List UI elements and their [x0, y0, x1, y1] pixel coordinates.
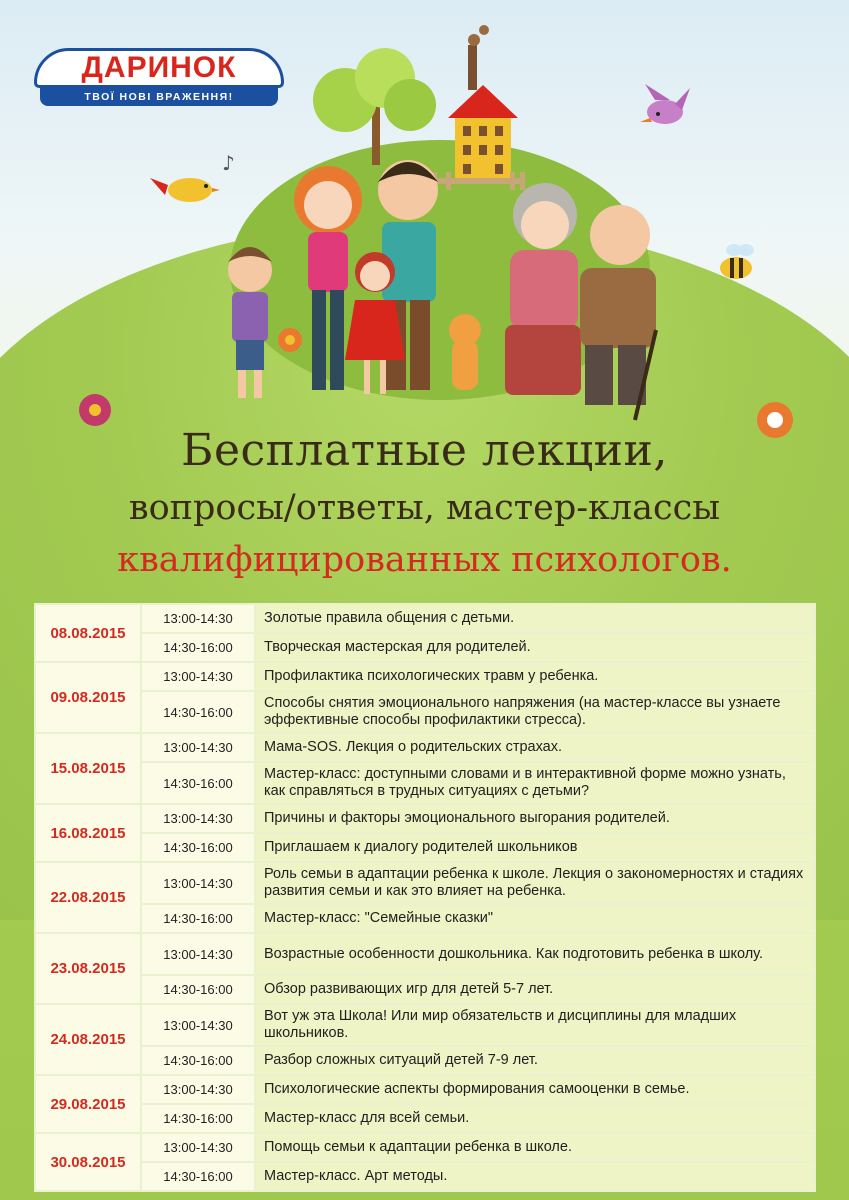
grandfather-figure — [580, 205, 656, 420]
schedule-row — [35, 862, 815, 904]
schedule-row — [35, 733, 815, 762]
session-topic: Возрастные особенности дошкольника. Как подготовить ребенка в школу. — [255, 933, 815, 975]
session-time: 13:00-14:30 — [141, 862, 255, 904]
schedule-row — [35, 1162, 815, 1191]
session-topic: Профилактика психологических травм у ребенка. — [255, 662, 815, 691]
svg-text:♪: ♪ — [222, 151, 235, 175]
logo-tagline: ТВОЇ НОВІ ВРАЖЕННЯ! — [40, 88, 278, 106]
grandmother-figure — [505, 183, 581, 395]
schedule-date: 09.08.2015 — [35, 662, 141, 733]
schedule-row — [35, 1133, 815, 1162]
session-topic: Мастер-класс для всей семьи. — [255, 1104, 815, 1133]
session-time: 13:00-14:30 — [141, 933, 255, 975]
session-time: 14:30-16:00 — [141, 975, 255, 1004]
schedule-row — [35, 604, 815, 633]
schedule-date: 24.08.2015 — [35, 1004, 141, 1075]
logo-badge — [34, 48, 284, 88]
session-time: 14:30-16:00 — [141, 904, 255, 933]
schedule-date: 23.08.2015 — [35, 933, 141, 1004]
cat-icon — [449, 314, 481, 390]
schedule-row — [35, 691, 815, 733]
session-topic: Мастер-класс: "Семейные сказки" — [255, 904, 815, 933]
logo — [34, 48, 284, 110]
schedule-row — [35, 975, 815, 1004]
schedule-date: 30.08.2015 — [35, 1133, 141, 1191]
session-topic: Психологические аспекты формирования самооценки в семье. — [255, 1075, 815, 1104]
schedule-row — [35, 833, 815, 862]
bee-icon — [720, 244, 754, 279]
session-time: 13:00-14:30 — [141, 662, 255, 691]
logo-name: ДАРИНОК — [81, 51, 237, 84]
schedule-row — [35, 633, 815, 662]
schedule-row — [35, 762, 815, 804]
session-topic: Мама-SOS. Лекция о родительских страхах. — [255, 733, 815, 762]
session-time: 13:00-14:30 — [141, 604, 255, 633]
bird-icon — [640, 84, 690, 124]
session-time: 13:00-14:30 — [141, 1075, 255, 1104]
session-topic: Помощь семьи к адаптации ребенка в школе. — [255, 1133, 815, 1162]
session-topic: Роль семьи в адаптации ребенка к школе. Лекция о закономерностях и стадиях развития семьи и как это влияет на ребенка. — [255, 862, 815, 904]
schedule-row — [35, 1046, 815, 1075]
schedule-row — [35, 662, 815, 691]
session-time: 14:30-16:00 — [141, 1162, 255, 1191]
session-topic: Способы снятия эмоционального напряжения (на мастер-классе вы узнаете эффективные способы профилактики стресса). — [255, 691, 815, 733]
session-time: 13:00-14:30 — [141, 733, 255, 762]
session-time: 14:30-16:00 — [141, 833, 255, 862]
session-time: 13:00-14:30 — [141, 1133, 255, 1162]
session-time: 14:30-16:00 — [141, 1104, 255, 1133]
heading-line-3: квалифицированных психологов. — [117, 540, 732, 580]
schedule-date: 16.08.2015 — [35, 804, 141, 862]
boy-figure — [228, 247, 272, 398]
session-topic: Причины и факторы эмоционального выгорания родителей. — [255, 804, 815, 833]
schedule-date: 08.08.2015 — [35, 604, 141, 662]
session-time: 14:30-16:00 — [141, 633, 255, 662]
session-topic: Разбор сложных ситуаций детей 7-9 лет. — [255, 1046, 815, 1075]
session-topic: Приглашаем к диалогу родителей школьников — [255, 833, 815, 862]
session-topic: Мастер-класс. Арт методы. — [255, 1162, 815, 1191]
heading-line-2: вопросы/ответы, мастер-классы — [128, 488, 721, 528]
schedule-row — [35, 804, 815, 833]
tree-icon — [313, 48, 436, 165]
schedule-date: 22.08.2015 — [35, 862, 141, 933]
schedule-row — [35, 1004, 815, 1046]
schedule-body — [35, 604, 815, 1191]
heading-line-1: Бесплатные лекции, — [181, 425, 668, 476]
session-time: 14:30-16:00 — [141, 762, 255, 804]
session-time: 14:30-16:00 — [141, 691, 255, 733]
session-topic: Золотые правила общения с детьми. — [255, 604, 815, 633]
schedule-row — [35, 904, 815, 933]
session-time: 13:00-14:30 — [141, 804, 255, 833]
schedule-date: 15.08.2015 — [35, 733, 141, 804]
session-time: 14:30-16:00 — [141, 1046, 255, 1075]
schedule-row — [35, 1075, 815, 1104]
schedule-row — [35, 1104, 815, 1133]
schedule-row — [35, 933, 815, 975]
schedule-date: 29.08.2015 — [35, 1075, 141, 1133]
session-topic: Обзор развивающих игр для детей 5-7 лет. — [255, 975, 815, 1004]
schedule-table — [34, 603, 816, 1192]
bird-icon — [150, 151, 235, 202]
session-topic: Творческая мастерская для родителей. — [255, 633, 815, 662]
session-time: 13:00-14:30 — [141, 1004, 255, 1046]
house-icon — [448, 25, 518, 183]
session-topic: Мастер-класс: доступными словами и в интерактивной форме можно узнать, как справляться в трудных ситуациях с детьми? — [255, 762, 815, 804]
session-topic: Вот уж эта Школа! Или мир обязательств и дисциплины для младших школьников. — [255, 1004, 815, 1046]
